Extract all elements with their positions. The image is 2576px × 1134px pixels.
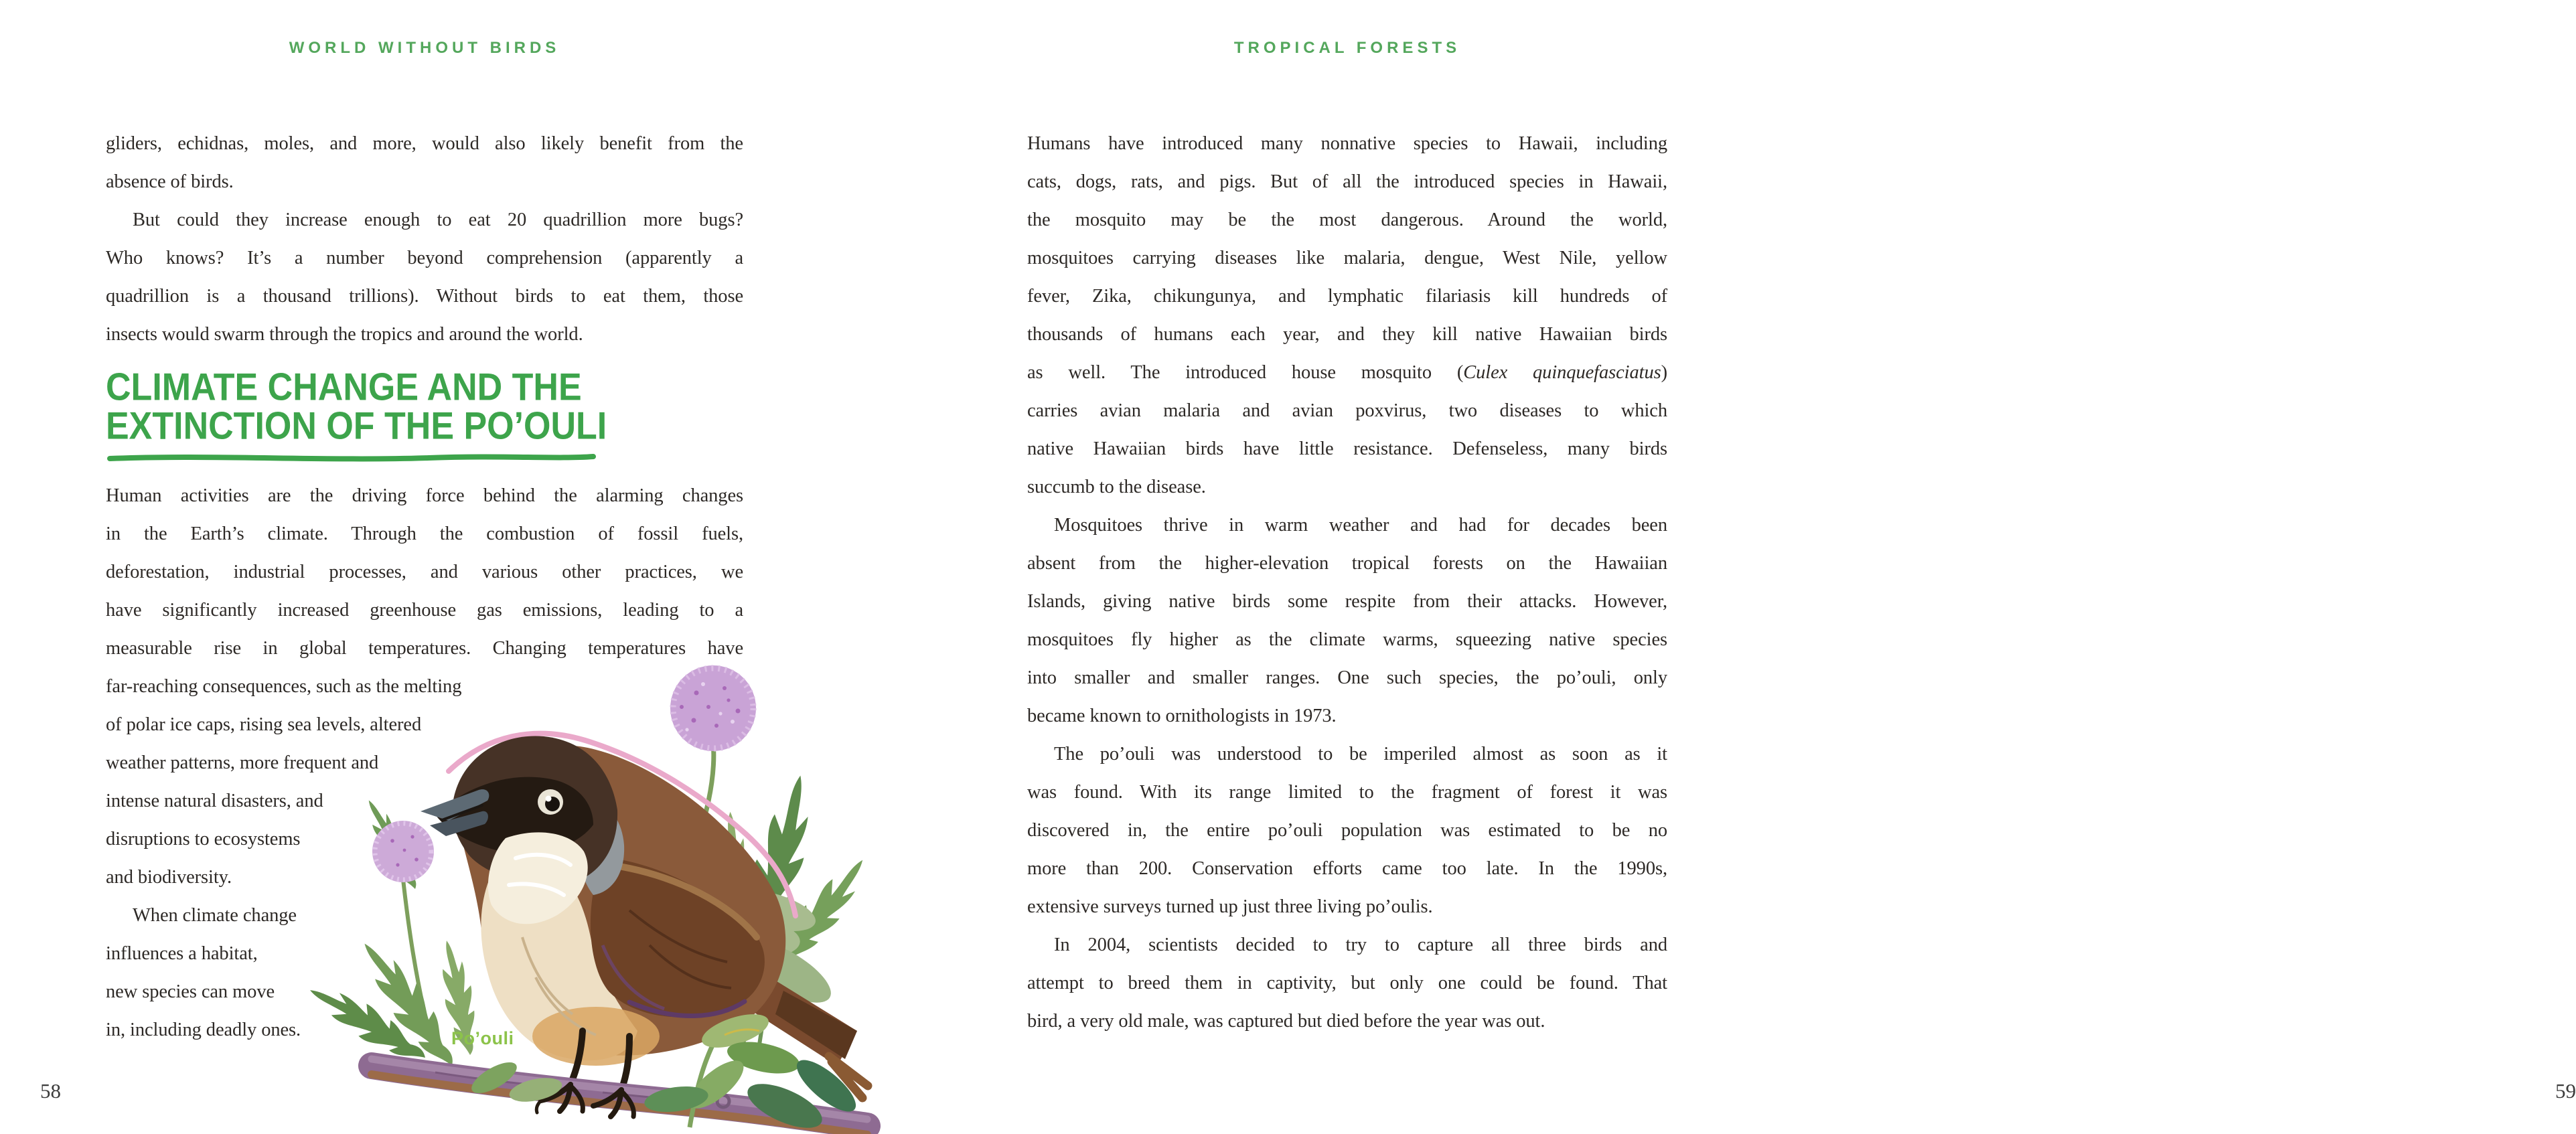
right-body-block bbox=[1027, 125, 1667, 1040]
body-line: succumb to the disease. bbox=[1027, 477, 1206, 497]
page-number-right: 59 bbox=[2555, 1079, 2576, 1103]
body-line: Humans have introduced many nonnative species to Hawaii, including bbox=[1027, 133, 1667, 154]
poouli-bird-illustration bbox=[315, 656, 870, 1134]
body-line: The po’ouli was understood to be imperiled almost as soon as it bbox=[1054, 744, 1667, 764]
body-line: measurable rise in global temperatures. Changing temperatures have bbox=[106, 638, 743, 659]
body-line: weather patterns, more frequent and bbox=[106, 752, 379, 773]
body-line: bird, a very old male, was captured but died before the year was out. bbox=[1027, 1011, 1545, 1032]
body-line: intense natural disasters, and bbox=[106, 791, 323, 811]
illustration-caption: Po’ouli bbox=[451, 1028, 514, 1048]
body-line: the mosquito may be the most dangerous. Around the world, bbox=[1027, 210, 1667, 230]
body-line: in, including deadly ones. bbox=[106, 1020, 301, 1040]
body-line: in the Earth’s climate. Through the combustion of fossil fuels, bbox=[106, 523, 743, 544]
body-line: thousands of humans each year, and they kill native Hawaiian birds bbox=[1027, 324, 1667, 345]
body-line: absent from the higher-elevation tropical forests on the Hawaiian bbox=[1027, 553, 1667, 574]
body-line: mosquitoes fly higher as the climate warms, squeezing native species bbox=[1027, 629, 1667, 650]
body-line: absence of birds. bbox=[106, 171, 234, 192]
body-line: When climate change bbox=[133, 905, 297, 926]
body-line: native Hawaiian birds have little resistance. Defenseless, many birds bbox=[1027, 438, 1667, 459]
body-line: insects would swarm through the tropics and around the world. bbox=[106, 324, 583, 345]
body-line: mosquitoes carrying diseases like malaria, dengue, West Nile, yellow bbox=[1027, 248, 1667, 268]
body-line: have significantly increased greenhouse gas emissions, leading to a bbox=[106, 600, 743, 621]
body-line: attempt to breed them in captivity, but only one could be found. That bbox=[1027, 973, 1667, 993]
body-line: quadrillion is a thousand trillions). Without birds to eat them, those bbox=[106, 286, 743, 307]
section-heading-line1: CLIMATE CHANGE AND THE bbox=[106, 366, 582, 409]
running-head-right: TROPICAL FORESTS bbox=[1233, 39, 1461, 57]
body-line: as well. The introduced house mosquito (Culex quinquefasciatus) bbox=[1027, 362, 1667, 383]
heading-underline bbox=[107, 453, 596, 463]
body-line: into smaller and smaller ranges. One such species, the po’ouli, only bbox=[1027, 667, 1667, 688]
body-line: was found. With its range limited to the fragment of forest it was bbox=[1027, 782, 1667, 803]
pompom-flower-large bbox=[670, 665, 756, 751]
running-head-left: WORLD WITHOUT BIRDS bbox=[289, 39, 560, 57]
right-page bbox=[870, 0, 2576, 1134]
body-line: far-reaching consequences, such as the melting bbox=[106, 676, 462, 697]
body-line: more than 200. Conservation efforts came too late. In the 1990s, bbox=[1027, 858, 1667, 879]
body-line: Human activities are the driving force behind the alarming changes bbox=[106, 485, 743, 506]
body-line: deforestation, industrial processes, and various other practices, we bbox=[106, 562, 743, 582]
body-line: carries avian malaria and avian poxvirus, two diseases to which bbox=[1027, 400, 1667, 421]
body-line: of polar ice caps, rising sea levels, altered bbox=[106, 714, 422, 735]
body-line: new species can move bbox=[106, 981, 275, 1002]
body-line: and biodiversity. bbox=[106, 867, 232, 888]
eye bbox=[538, 789, 563, 815]
section-heading-line2: EXTINCTION OF THE PO’OULI bbox=[106, 405, 607, 448]
body-line: extensive surveys turned up just three living po’oulis. bbox=[1027, 896, 1433, 917]
page-number-left: 58 bbox=[40, 1079, 61, 1103]
body-line: became known to ornithologists in 1973. bbox=[1027, 706, 1337, 726]
body-line: Who knows? It’s a number beyond comprehension (apparently a bbox=[106, 248, 743, 268]
body-line: gliders, echidnas, moles, and more, would also likely benefit from the bbox=[106, 133, 743, 154]
body-line: Islands, giving native birds some respite from their attacks. However, bbox=[1027, 591, 1667, 612]
body-line: In 2004, scientists decided to try to capture all three birds and bbox=[1054, 935, 1667, 955]
body-line: fever, Zika, chikungunya, and lymphatic filariasis kill hundreds of bbox=[1027, 286, 1667, 307]
pompom-flower-small bbox=[372, 821, 434, 882]
body-line: cats, dogs, rats, and pigs. But of all the introduced species in Hawaii, bbox=[1027, 171, 1667, 192]
left-body-block-1 bbox=[106, 125, 743, 353]
body-line: disruptions to ecosystems bbox=[106, 829, 301, 849]
body-line: discovered in, the entire po’ouli population was estimated to be no bbox=[1027, 820, 1667, 841]
body-line: Mosquitoes thrive in warm weather and had for decades been bbox=[1054, 515, 1667, 536]
body-line: But could they increase enough to eat 20 quadrillion more bugs? bbox=[133, 210, 743, 230]
body-line: influences a habitat, bbox=[106, 943, 258, 964]
